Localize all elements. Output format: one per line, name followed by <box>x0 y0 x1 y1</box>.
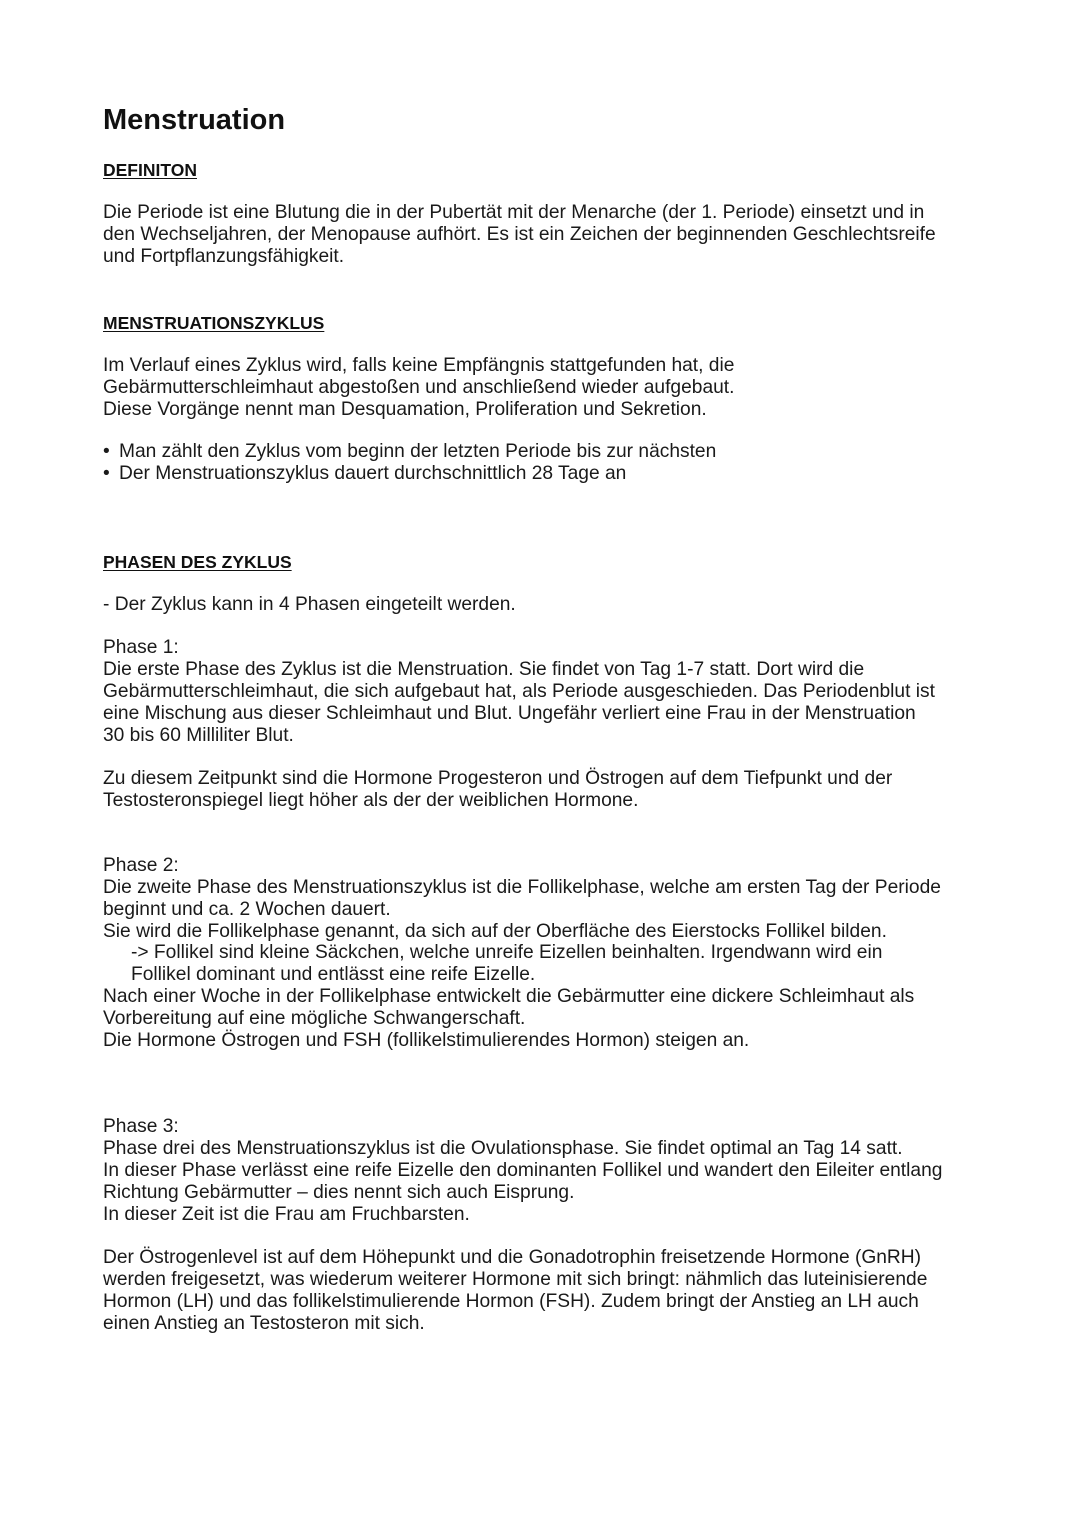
cycle-heading: MENSTRUATIONSZYKLUS <box>103 313 325 333</box>
cycle-text: Im Verlauf eines Zyklus wird, falls keine Empfängnis stattgefunden hat, die Gebärmutterschleimhaut abgestoßen und anschließend wieder aufgebaut. Diese Vorgänge nennt man Desquamation, Proliferation und Sekretion. <box>103 355 735 420</box>
phases-heading: PHASEN DES ZYKLUS <box>103 552 292 572</box>
phase1-text: Die erste Phase des Zyklus ist die Menstruation. Sie findet von Tag 1-7 statt. Dort wird die Gebärmutterschleimhaut, die sich aufgebaut hat, als Periode ausgeschieden. Das Periodenblut ist eine Mischung aus dieser Schleimhaut und Blut. Ungefähr verliert eine Frau in der Menstruation 30 bis 60 Milliliter Blut. <box>103 659 935 746</box>
phase2-label: Phase 2: <box>103 855 179 876</box>
phase2-text2: Nach einer Woche in der Follikelphase entwickelt die Gebärmutter eine dickere Schleimhaut als Vorbereitung auf eine mögliche Schwangerschaft. Die Hormone Östrogen und FSH (follikelstimulierendes Hormon) steigen an. <box>103 986 915 1051</box>
phase3-text: Phase drei des Menstruationszyklus ist die Ovulationsphase. Sie findet optimal an Tag 14 satt. In dieser Phase verlässt eine reife Eizelle den dominanten Follikel und wandert den Eileiter entlang Richtung Gebärmutter – dies nennt sich auch Eisprung. In dieser Zeit ist die Frau am Fruchbarsten. <box>103 1138 943 1225</box>
phases-intro: - Der Zyklus kann in 4 Phasen eingeteilt werden. <box>103 594 516 615</box>
phase2-arrow-note: -> Follikel sind kleine Säckchen, welche unreife Eizellen beinhalten. Irgendwann wird ein Follikel dominant und entlässt eine reife Eizelle. <box>131 942 883 985</box>
list-item: • Man zählt den Zyklus vom beginn der letzten Periode bis zur nächsten <box>103 441 717 462</box>
list-item: • Der Menstruationszyklus dauert durchschnittlich 28 Tage an <box>103 463 627 484</box>
phase1-text2: Zu diesem Zeitpunkt sind die Hormone Progesteron und Östrogen auf dem Tiefpunkt und der Testosteronspiegel liegt höher als der der weiblichen Hormone. <box>103 768 893 811</box>
phase2-text: Die zweite Phase des Menstruationszyklus ist die Follikelphase, welche am ersten Tag der Periode beginnt und ca. 2 Wochen dauert. Sie wird die Follikelphase genannt, da sich auf der Oberfläche des Eierstocks Follikel bilden. <box>103 877 941 942</box>
definition-heading: DEFINITON <box>103 160 197 180</box>
phase3-label: Phase 3: <box>103 1116 179 1137</box>
definition-text: Die Periode ist eine Blutung die in der Pubertät mit der Menarche (der 1. Periode) einsetzt und in den Wechseljahren, der Menopause aufhört. Es ist ein Zeichen der beginnenden Geschlechtsreife und Fortpflanzungsfähigkeit. <box>103 202 936 267</box>
phase3-text2: Der Östrogenlevel ist auf dem Höhepunkt und die Gonadotrophin freisetzende Hormone (GnRH) werden freigesetzt, was wiederum weiterer Hormone mit sich bringt: nähmlich das luteinisierende Hormon (LH) und das follikelstimulierende Hormon (FSH). Zudem bringt der Anstieg an LH auch einen Anstieg an Testosteron mit sich. <box>103 1247 928 1334</box>
bullet-icon: • <box>103 463 110 484</box>
page-title: Menstruation <box>103 104 286 136</box>
bullet-icon: • <box>103 441 110 462</box>
phase1-label: Phase 1: <box>103 637 179 658</box>
cycle-bullet-list <box>103 441 716 485</box>
